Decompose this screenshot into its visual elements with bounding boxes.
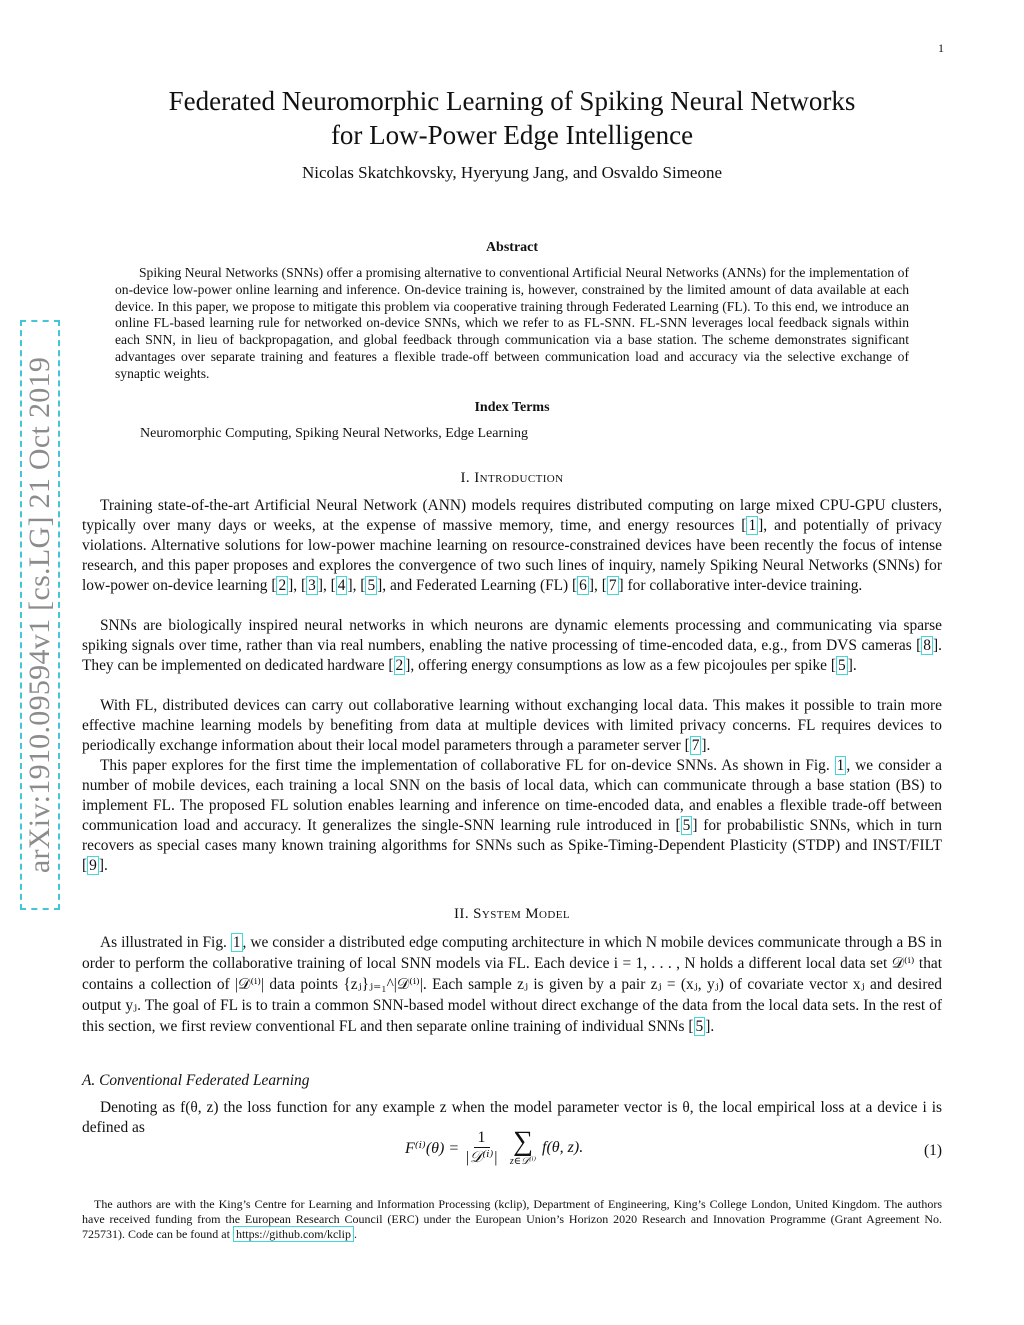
subsection-heading: A. Conventional Federated Learning [82, 1072, 310, 1089]
citation-link[interactable]: 3 [308, 577, 316, 594]
equation-number: (1) [924, 1142, 942, 1159]
title-line-2: for Low-Power Edge Intelligence [330, 120, 694, 150]
intro-paragraph-1: Training state-of-the-art Artificial Neural Network (ANN) models requires distributed computing on large mixed CPU-GPU clusters, typically over many days or weeks, at the expense of massive memory, time, and energy resources [ 1 ], and potentially of privacy violations. Alternative solutions for low-power machine learning on resource-constrained devices have been recently the focus of intense research, and this paper proposes and explores the convergence of two such lines of inquiry, namely Spiking Neural Networks (SNNs) for low-power on-device learning [ 2 ], [ 3 ], [ 4 ], [ 5 ], and Federated Learning (FL) [ 6 ], [ 7 ] for collaborative inter-device training. [82, 497, 942, 594]
equation-rhs: f(θ, z). [542, 1139, 584, 1156]
footnote: The authors are with the King’s Centre for Learning and Information Processing (kclip), Department of Engineering, King’s College London, United Kingdom. The authors have received funding from the European Research Council (ERC) under the European Union’s Horizon 2020 Research and Innovation Programme (Grant Agreement No. 725731). Code can be found at https://github.com/kclip . [82, 1197, 942, 1241]
citation-link[interactable]: 6 [579, 577, 587, 594]
citation-link[interactable]: 7 [691, 737, 700, 754]
index-terms-heading: Index Terms [474, 400, 550, 415]
intro-paragraph-3: With FL, distributed devices can carry out collaborative learning without exchanging local data. This makes it possible to train more effective machine learning models by benefiting from data at multiple devices with limited privacy concerns. FL requires devices to periodically exchange information about their local model parameters through a parameter server [ 7 ]. [82, 697, 942, 754]
page-number: 1 [938, 41, 944, 55]
equation-1 [405, 1128, 583, 1168]
fraction-denominator: |𝒟⁽ⁱ⁾| [465, 1148, 498, 1166]
citation-link[interactable]: 8 [923, 637, 931, 654]
citation-link[interactable]: 2 [395, 657, 404, 674]
equation-fraction [465, 1129, 498, 1168]
arxiv-id: arXiv:1910.09594v1 [cs.LG] 21 Oct 2019 [23, 356, 56, 874]
paper-title [82, 84, 942, 152]
citation-link[interactable]: 5 [837, 657, 846, 674]
fraction-numerator: 1 [474, 1129, 490, 1148]
section-heading-system-model: II. System Model [454, 906, 570, 922]
index-terms-text: Neuromorphic Computing, Spiking Neural Networks, Edge Learning [140, 426, 529, 441]
abstract-text: Spiking Neural Networks (SNNs) offer a promising alternative to conventional Artificial Neural Networks (ANNs) for the implementation of on-device low-power online learning and inference. On-device training is, however, constrained by the limited amount of data available at each device. In this paper, we propose to mitigate this problem via cooperative training through Federated Learning (FL). To this end, we introduce an online FL-based learning rule for networked on-device SNNs, which we refer to as FL-SNN. FL-SNN leverages local feedback signals within each SNN, in lieu of backpropagation, and global feedback through communication via a base station. The scheme demonstrates significant advantages over separate training and features a flexible trade-off between communication load and accuracy via the selective exchange of synaptic weights. [115, 265, 909, 381]
citation-link[interactable]: 9 [89, 857, 97, 874]
summation [510, 1128, 536, 1168]
authors: Nicolas Skatchkovsky, Hyeryung Jang, and Osvaldo Simeone [301, 163, 723, 182]
code-link[interactable]: https://github.com/kclip [233, 1226, 354, 1242]
citation-link[interactable]: 4 [337, 577, 346, 594]
system-model-paragraph-2: Denoting as f(θ, z) the loss function for any example z when the model parameter vector is θ, the local empirical loss at a device i is defined as [82, 1099, 942, 1136]
intro-paragraph-2: SNNs are biologically inspired neural networks in which neurons are dynamic elements processing and communicating via sparse spiking signals over time, rather than via real numbers, enabling the native processing of time-encoded data, e.g., from DVS cameras [ 8 ]. They can be implemented on dedicated hardware [ 2 ], offering energy consumptions as low as a few picojoules per spike [ 5 ]. [82, 617, 942, 674]
citation-link[interactable]: 5 [367, 577, 376, 594]
citation-link[interactable]: 5 [695, 1018, 704, 1035]
citation-link[interactable]: 1 [748, 517, 757, 534]
section-heading-introduction: I. Introduction [460, 470, 564, 486]
abstract-heading: Abstract [485, 240, 539, 255]
system-model-paragraph-1: As illustrated in Fig. 1 , we consider a distributed edge computing architecture in which N mobile devices communicate through a BS in order to perform the collaborative training of local SNN models via FL. Each device i = 1, . . . , N holds a different local data set 𝒟⁽ⁱ⁾ that contains a collection of |𝒟⁽ⁱ⁾| data points {zⱼ}ⱼ₌₁^|𝒟⁽ⁱ⁾|. Each sample zⱼ is given by a pair zⱼ = (xⱼ, yⱼ) of covariate vector xⱼ and desired output yⱼ. The goal of FL is to train a common SNN-based model without direct exchange of the data from the local data sets. In the rest of this section, we first review conventional FL and then separate online training of individual SNNs [ 5 ]. [82, 934, 942, 1035]
sum-subscript: z∈𝒟⁽ⁱ⁾ [509, 1156, 537, 1167]
citation-link[interactable]: 7 [608, 577, 617, 594]
title-line-1: Federated Neuromorphic Learning of Spiking Neural Networks [168, 86, 856, 116]
citation-link[interactable]: 5 [682, 817, 691, 834]
figure-link[interactable]: 1 [232, 934, 241, 951]
equation-lhs: F⁽ⁱ⁾(θ) = [405, 1140, 460, 1157]
sum-symbol: ∑ [512, 1126, 533, 1157]
intro-paragraph-4: This paper explores for the first time the implementation of collaborative FL for on-device SNNs. As shown in Fig. 1 , we consider a number of mobile devices, each training a local SNN on the basis of local data, which can communicate through a base station (BS) to implement FL. The proposed FL solution enables learning and inference on time-encoded data, and enables a flexible trade-off between communication load and accuracy. It generalizes the single-SNN learning rule introduced in [ 5 ] for probabilistic SNNs, which in turn recovers as special cases many known training algorithms for SNNs such as Spike-Timing-Dependent Plasticity (STDP) and INST/FILT [ 9 ]. [82, 757, 942, 874]
citation-link[interactable]: 2 [278, 577, 287, 594]
arxiv-stamp[interactable] [20, 320, 60, 910]
figure-link[interactable]: 1 [836, 757, 845, 774]
